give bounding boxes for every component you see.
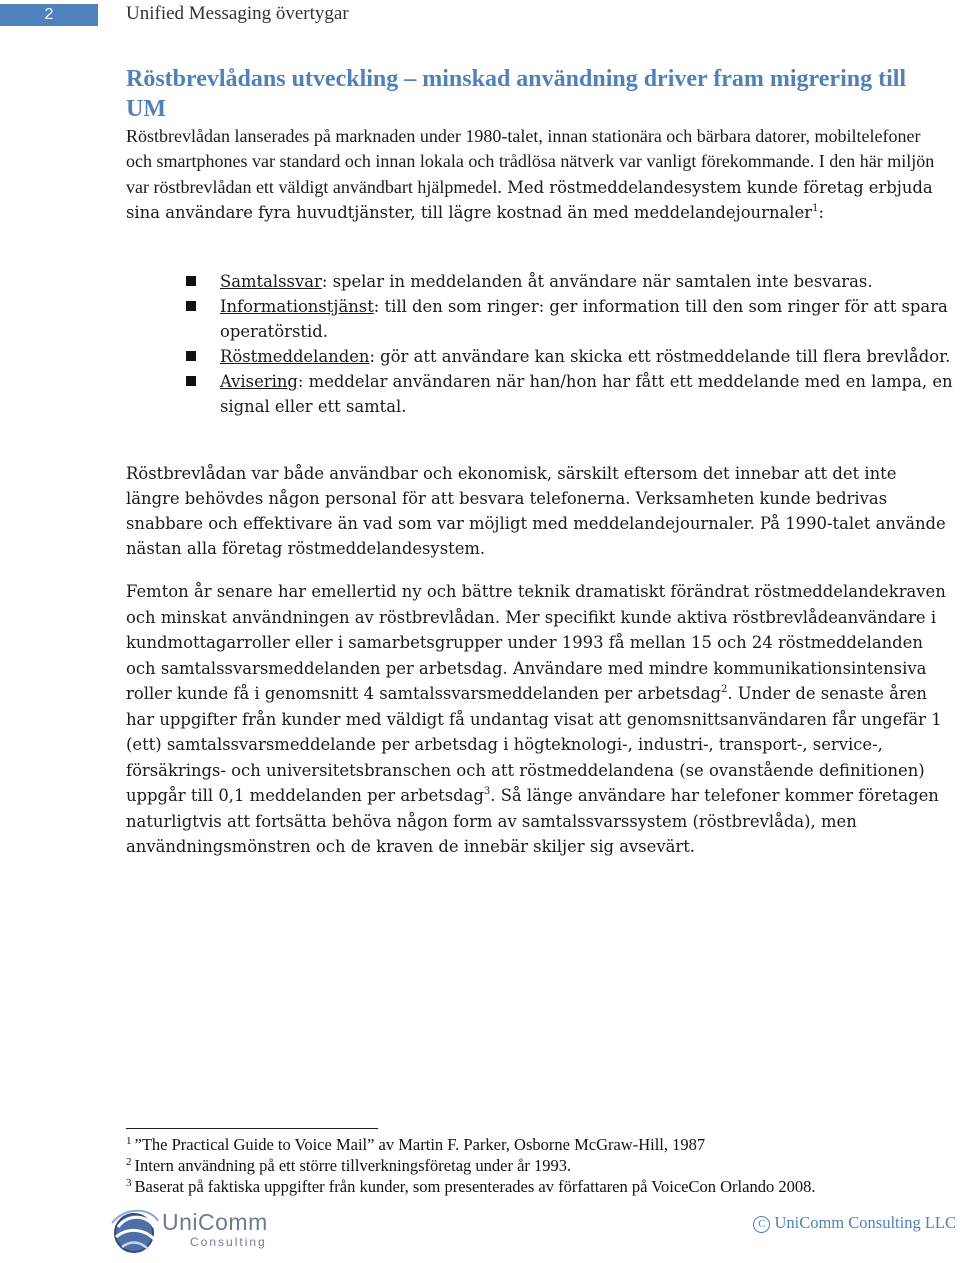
- footnote-text: Intern användning på ett större tillverkningsföretag under år 1993.: [134, 1156, 572, 1175]
- bullet-term: Informationstjänst: [220, 297, 374, 316]
- list-item: [186, 269, 956, 294]
- footnote: [126, 1176, 956, 1197]
- bullet-text: : till den som ringer: ger information till den som ringer för att spara operatörstid.: [220, 297, 948, 341]
- footnote-divider: [126, 1128, 378, 1129]
- bullet-term: Röstmeddelanden: [220, 347, 370, 366]
- footnote-text: ”The Practical Guide to Voice Mail” av Martin F. Parker, Osborne McGraw-Hill, 1987: [134, 1135, 706, 1154]
- list-item: [186, 344, 956, 369]
- logo-wordmark: UniComm: [162, 1209, 268, 1235]
- copyright-notice: [753, 1213, 956, 1233]
- footnote-number: 1: [126, 1135, 132, 1147]
- footnote: [126, 1155, 956, 1176]
- footnote-ref-1: 1: [812, 202, 819, 214]
- paragraph-3-part-3: . Så länge användare har telefoner kommer företagen naturligtvis att fortsätta behöva någon form av samtalssvarssystem (röstbrevlåda), men användningsmönstren och de kraven de innebär skiljer sig avsevärt.: [126, 786, 939, 856]
- copyright-icon: C: [753, 1216, 770, 1233]
- square-bullet-icon: [186, 301, 196, 311]
- unicomm-logo: [110, 1205, 280, 1259]
- footnotes: [126, 1134, 956, 1197]
- intro-paragraph: [126, 124, 946, 225]
- bullet-text: : gör att användare kan skicka ett röstmeddelande till flera brevlådor.: [369, 347, 951, 366]
- footnote-number: 2: [126, 1156, 132, 1168]
- square-bullet-icon: [186, 351, 196, 361]
- bullet-term: Avisering: [220, 372, 298, 391]
- service-list: [186, 269, 956, 419]
- bullet-text: : meddelar användaren när han/hon har fått ett meddelande med en lampa, en signal eller ett samtal.: [220, 372, 953, 416]
- intro-text-1: Röstbrevlådan lanserades på marknaden under 1980-talet, innan stationära och bärbara datorer, mobiltelefoner och smartphones var standard och innan lokala och trådlösa nätverk var vanligt förekommande. I den här miljön var röstbrevlådan ett väldigt användbart hjälpmedel.: [126, 126, 935, 197]
- square-bullet-icon: [186, 276, 196, 286]
- intro-colon: :: [818, 202, 824, 222]
- running-header: Unified Messaging övertygar: [126, 3, 349, 24]
- section-heading: Röstbrevlådans utveckling – minskad användning driver fram migrering till UM: [126, 66, 907, 122]
- page-number: 2: [0, 4, 98, 26]
- bullet-term: Samtalssvar: [220, 272, 322, 291]
- list-item: [186, 369, 956, 419]
- logo-subtitle: Consulting: [190, 1235, 267, 1249]
- body-paragraph-2: Röstbrevlådan var både användbar och ekonomisk, särskilt eftersom det innebar att det inte längre behövdes någon personal för att besvara telefonerna. Verksamheten kunde bedrivas snabbare och effektivare än vad som var möjligt med meddelandejournaler. På 1990-talet använde nästan alla företag röstmeddelandesystem.: [126, 464, 946, 558]
- footnote-ref-3: 3: [483, 786, 491, 797]
- paragraph-3-part-1: Femton år senare har emellertid ny och bättre teknik dramatiskt förändrat röstmeddelandekraven och minskat användningen av röstbrevlådan. Mer specifikt kunde aktiva röstbrevlådeanvändare i kundmottagarroller eller i samarbetsgrupper under 1993 få mellan 15 och 24 röstmeddelanden och samtalssvarsmeddelanden per arbetsdag. Användare med mindre kommunikationsintensiva roller kunde få i genomsnitt 4 samtalssvarsmeddelanden per arbetsdag: [126, 582, 946, 703]
- globe-swirl-icon: [110, 1205, 160, 1259]
- footnote: [126, 1134, 956, 1155]
- body-paragraph-3: [126, 579, 946, 860]
- square-bullet-icon: [186, 376, 196, 386]
- footnote-text: Baserat på faktiska uppgifter från kunder, som presenterades av författaren på VoiceCon Orlando 2008.: [134, 1177, 816, 1196]
- list-item: [186, 294, 956, 344]
- intro-text-2: Med röstmeddelandesystem kunde företag erbjuda sina användare fyra huvudtjänster, till lägre kostnad än med meddelandejournaler: [126, 177, 933, 222]
- footnote-ref-2: 2: [720, 684, 728, 695]
- copyright-text: UniComm Consulting LLC: [774, 1213, 956, 1232]
- bullet-text: : spelar in meddelanden åt användare när samtalen inte besvaras.: [321, 272, 873, 291]
- footnote-number: 3: [126, 1177, 132, 1189]
- paragraph-3-part-2: . Under de senaste åren har uppgifter från kunder med väldigt få undantag visat att genomsnittsanvändaren får ungefär 1 (ett) samtalssvarsmeddelande per arbetsdag i högteknologi-, industri-, transport-, service-, försäkrings- och universitetsbranschen och att röstmeddelandena (se ovanstående definitionen) uppgår till 0,1 meddelanden per arbetsdag: [126, 684, 942, 805]
